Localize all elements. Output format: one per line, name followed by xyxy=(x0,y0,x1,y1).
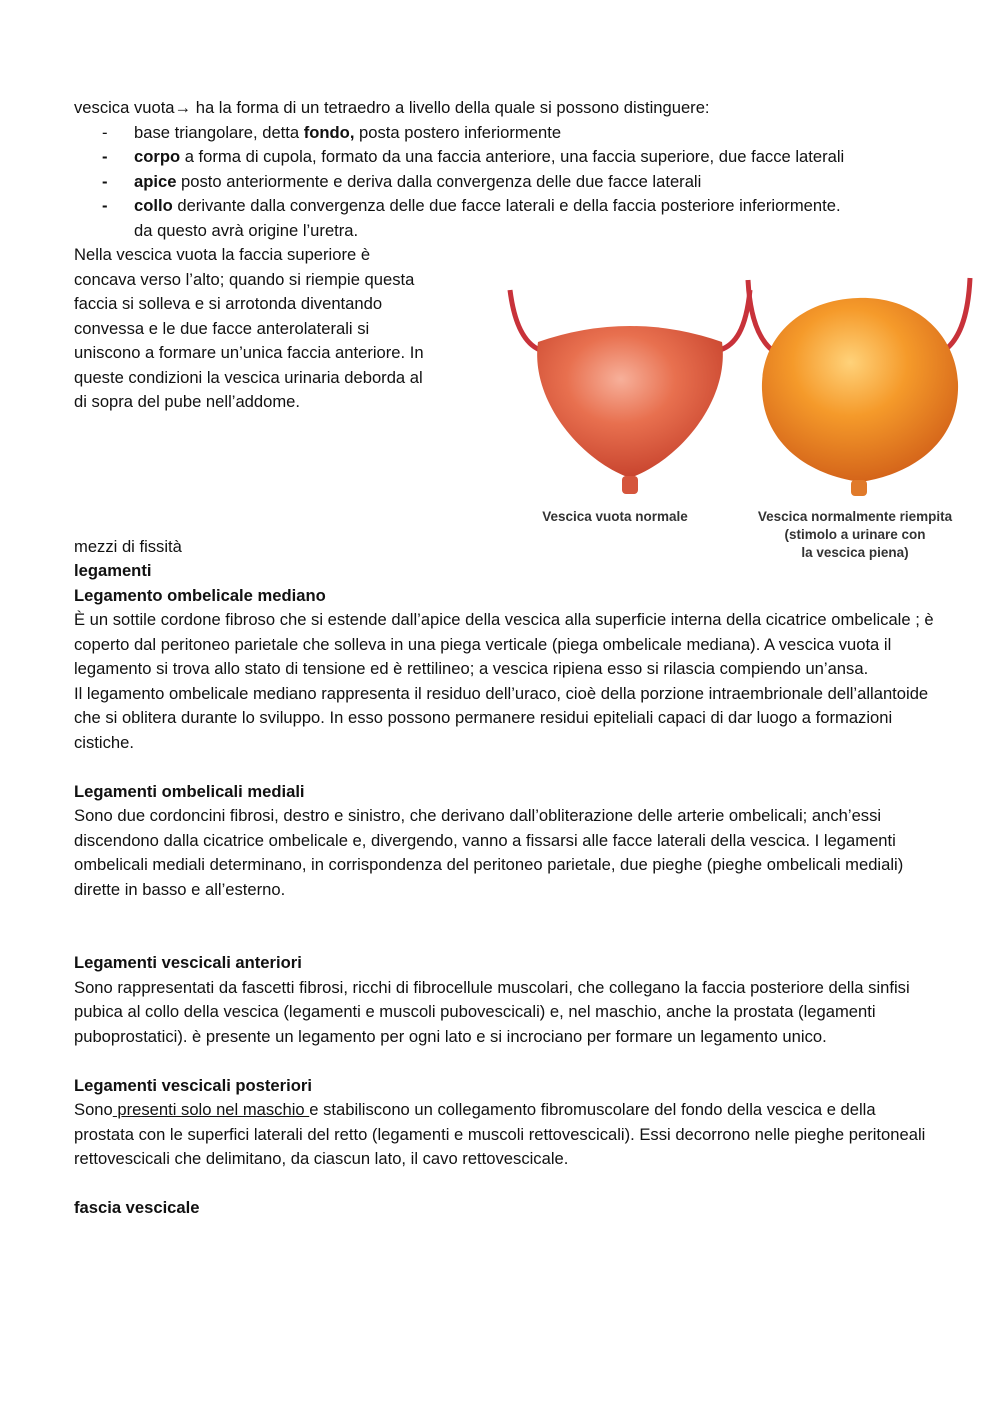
caption-right-3: la vescica piena) xyxy=(801,545,909,560)
bullet-item-apice: - apice posto anteriormente e deriva dalla convergenza delle due facce laterali xyxy=(74,170,934,195)
ureter-right-full xyxy=(945,278,970,350)
bullet-dash: - xyxy=(102,171,108,191)
empty-bladder xyxy=(537,326,723,478)
full-urethra xyxy=(851,480,867,496)
section-title-anteriori: Legamenti vescicali anteriori xyxy=(74,953,302,972)
bold-term: apice xyxy=(134,171,177,191)
legamenti-heading: legamenti xyxy=(74,561,152,580)
paragraph: Sono due cordoncini fibrosi, destro e sinistro, che derivano dall’obliterazione delle arterie ombelicali; anch’essi discendono dalla cicatrice ombelicale e, divergendo, vanno a fissarsi alle facce laterali della vescica. I legamenti ombelicali mediali determinano, in corrispondenza del peritoneo parietale, due pieghe (pieghe ombelicali mediali) dirette in basso e all’esterno. xyxy=(74,806,904,899)
paragraph: Sono presenti solo nel maschio e stabiliscono un collegamento fibromuscolare del fondo della vescica e della prostata con le superfici laterali del retto (legamenti e muscoli rettovescicali). Essi decorrono nelle pieghe peritoneali rettovescicali che delimitano, da ciascun lato, il cavo rettovescicale. xyxy=(74,1100,926,1168)
ureter-left xyxy=(510,290,540,350)
section-title-fascia: fascia vescicale xyxy=(74,1198,200,1217)
caption-right-1: Vescica normalmente riempita xyxy=(757,509,953,524)
section-title-posteriori: Legamenti vescicali posteriori xyxy=(74,1075,312,1095)
caption-right-2: (stimolo a urinare con xyxy=(784,527,926,542)
bullet-list xyxy=(74,121,934,244)
float-paragraph: Nella vescica vuota la faccia superiore è concava verso l’alto; quando si riempie questa faccia si solleva e si arrotonda diventando convessa e le due facce anterolaterali si uniscono a formare un’unica faccia anteriore. In queste condizioni la vescica urinaria deborda al di sopra del pube nell’addome. xyxy=(74,245,424,411)
section-title-mediano: Legamento ombelicale mediano xyxy=(74,585,326,605)
bold-term: corpo xyxy=(134,147,181,166)
paragraph: Sono rappresentati da fascetti fibrosi, ricchi di fibrocellule muscolari, che collegano la faccia posteriore della sinfisi pubica al collo della vescica (legamenti e muscoli pubovescicali) e, nel maschio, anche la prostata (legamenti puboprostatici). è presente un legamento per ogni lato e si incrociano per formare un legamento unico. xyxy=(74,977,910,1046)
bullet-item-corpo: - corpo a forma di cupola, formato da una faccia anteriore, una faccia superiore, due facce laterali xyxy=(74,145,934,170)
caption-left: Vescica vuota normale xyxy=(542,509,688,524)
bullet-item-collo: - collo derivante dalla convergenza delle due facce laterali e della faccia posteriore inferiormente. xyxy=(74,194,934,219)
bullet-dash: - xyxy=(102,122,108,142)
bullet-dash: - xyxy=(102,196,108,215)
bullet-continuation: da questo avrà origine l’uretra. xyxy=(134,220,359,240)
bold-term: collo xyxy=(134,196,173,215)
mezzi-label: mezzi di fissità xyxy=(74,536,182,556)
intro-line: vescica vuota→ ha la forma di un tetraedro a livello della quale si possono distinguere: xyxy=(74,98,710,117)
bold-term: fondo, xyxy=(303,122,355,142)
underlined-text: presenti solo nel maschio xyxy=(112,1100,310,1119)
bullet-item-fondo: - base triangolare, detta fondo, posta postero inferiormente xyxy=(74,121,934,146)
bladder-figure xyxy=(480,250,980,570)
section-title-mediali: Legamenti ombelicali mediali xyxy=(74,781,305,801)
paragraph: Il legamento ombelicale mediano rappresenta il residuo dell’uraco, cioè della porzione intraembrionale dell’allantoide che si oblitera durante lo sviluppo. In esso possono permanere residui epiteliali capaci di dar luogo a formazioni cistiche. xyxy=(74,683,929,752)
full-bladder xyxy=(762,298,958,482)
ureter-right xyxy=(720,290,750,350)
bullet-dash: - xyxy=(102,147,108,166)
empty-urethra xyxy=(622,476,638,494)
paragraph: È un sottile cordone fibroso che si estende dall’apice della vescica alla superficie interna della cicatrice ombelicale ; è coperto dal peritoneo parietale che solleva in una piega verticale (piega ombelicale mediana). A vescica vuota il legamento si trova allo stato di tensione ed è rettilineo; a vescica ripiena esso si rilascia compiendo un’ansa. xyxy=(74,610,934,678)
